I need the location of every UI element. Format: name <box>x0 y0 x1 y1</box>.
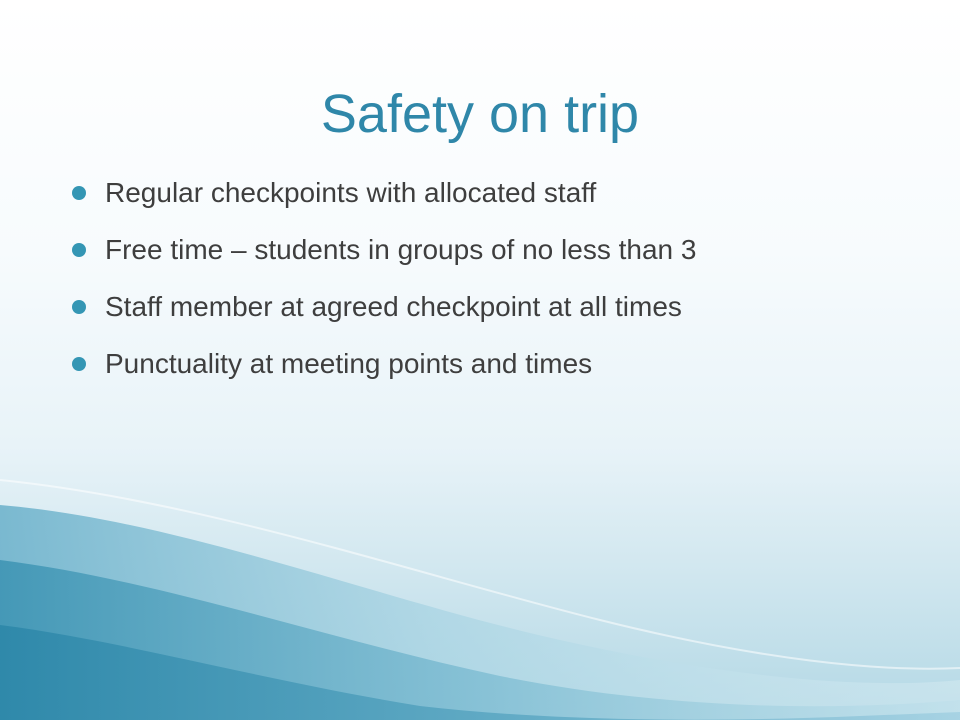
bullet-text: Regular checkpoints with allocated staff <box>105 177 597 208</box>
bullet-item <box>70 176 880 210</box>
bullet-dot-icon <box>72 186 86 200</box>
bullet-item <box>70 347 880 381</box>
bullet-dot-icon <box>72 300 86 314</box>
bullet-text: Staff member at agreed checkpoint at all times <box>105 291 682 322</box>
bullet-list <box>70 176 880 404</box>
bullet-dot-icon <box>72 357 86 371</box>
bullet-dot-icon <box>72 243 86 257</box>
slide-title: Safety on trip <box>320 84 640 144</box>
bullet-item <box>70 290 880 324</box>
bullet-item <box>70 233 880 267</box>
bullet-text: Free time – students in groups of no less than 3 <box>105 234 697 265</box>
bullet-text: Punctuality at meeting points and times <box>105 348 593 379</box>
